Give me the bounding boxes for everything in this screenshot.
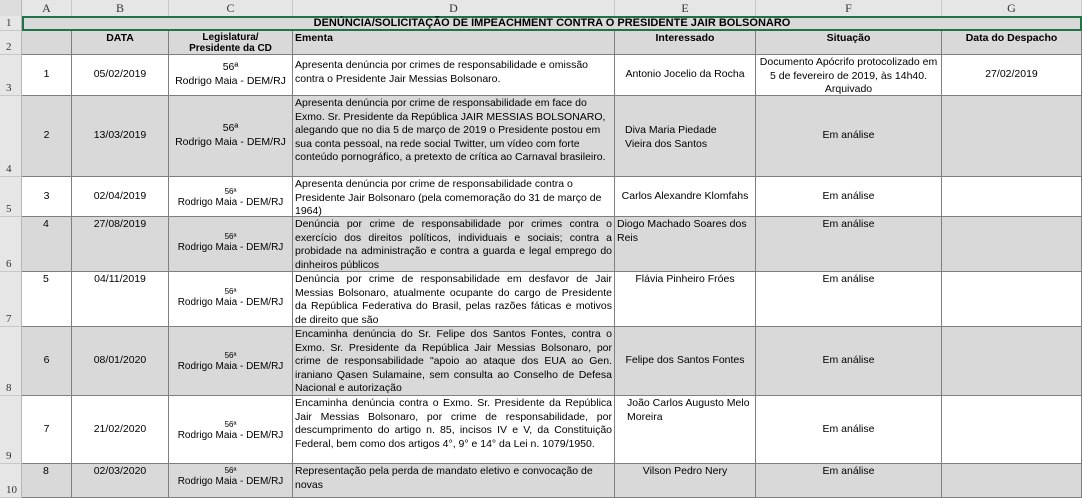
presidente-cd: Rodrigo Maia - DEM/RJ [177,429,284,441]
legislatura-number: 56ª [222,122,239,135]
legislatura-number: 56ª [224,466,237,475]
row-header-1[interactable]: 1 [0,16,22,31]
column-header-b[interactable]: B [72,0,169,16]
row-header-4[interactable]: 4 [0,96,22,177]
table-cell-despacho[interactable] [942,464,1082,498]
table-cell-legislatura[interactable] [169,272,293,327]
header-cell-ementa[interactable]: Ementa [293,31,615,55]
row-header-3[interactable]: 3 [0,55,22,96]
legislatura-number: 56ª [224,351,237,360]
row-header-10[interactable]: 10 [0,464,22,498]
table-cell-legislatura[interactable] [169,464,293,498]
column-header-bar [0,0,1082,17]
table-cell-number[interactable]: 2 [22,96,72,177]
table-cell-interessado[interactable]: Carlos Alexandre Klomfahs [615,177,756,217]
legislatura-number: 56ª [224,287,237,296]
table-cell-number[interactable]: 4 [22,217,72,272]
header-cell-situacao[interactable]: Situação [756,31,942,55]
table-cell-number[interactable]: 5 [22,272,72,327]
table-cell-despacho[interactable] [942,272,1082,327]
table-cell-situacao[interactable]: Em análise [756,327,942,396]
column-header-g[interactable]: G [942,0,1082,16]
table-cell-date[interactable]: 02/04/2019 [72,177,169,217]
table-cell-ementa[interactable]: Denúncia por crime de responsabilidade em desfavor de Jair Messias Bolsonaro, atualmente ocupante do cargo de Presidente da República Federativa do Brasil, pelas razões fáticas e motivos de direito que são [293,272,615,327]
table-cell-situacao[interactable]: Em análise [756,217,942,272]
header-legislatura-line2: Presidente da CD [189,43,272,54]
table-cell-situacao[interactable]: Em análise [756,177,942,217]
table-cell-number[interactable]: 1 [22,55,72,96]
table-cell-situacao[interactable]: Documento Apócrifo protocolizado em 5 de fevereiro de 2019, às 14h40. Arquivado [756,55,942,96]
table-cell-ementa[interactable]: Apresenta denúncia por crime de responsabilidade contra o Presidente Jair Bolsonaro (pela comemoração do 31 de março de 1964) [293,177,615,217]
presidente-cd: Rodrigo Maia - DEM/RJ [177,297,284,308]
table-cell-legislatura[interactable] [169,55,293,96]
table-cell-ementa[interactable]: Denúncia por crime de responsabilidade por crimes contra o exercício dos direitos políticos, individuais e sociais; contra a probidade na administração e contra a guarda e legal emprego do dinheiros públicos [293,217,615,272]
column-header-e[interactable]: E [615,0,756,16]
row-header-7[interactable]: 7 [0,272,22,327]
table-cell-situacao[interactable]: Em análise [756,272,942,327]
header-cell-interessado[interactable]: Interessado [615,31,756,55]
sheet-title-cell[interactable]: DENÚNCIA/SOLICITAÇÃO DE IMPEACHMENT CONTRA O PRESIDENTE JAIR BOLSONARO [22,16,1082,31]
legislatura-number: 56ª [224,419,237,429]
table-cell-legislatura[interactable] [169,396,293,464]
table-cell-date[interactable]: 27/08/2019 [72,217,169,272]
table-cell-interessado[interactable]: Antonio Jocelio da Rocha [615,55,756,96]
table-cell-legislatura[interactable] [169,327,293,396]
table-cell-interessado[interactable]: João Carlos Augusto Melo Moreira [615,396,756,464]
header-cell-despacho[interactable]: Data do Despacho [942,31,1082,55]
table-cell-despacho[interactable] [942,217,1082,272]
table-cell-number[interactable]: 8 [22,464,72,498]
row-header-2[interactable]: 2 [0,31,22,55]
legislatura-number: 56ª [224,186,237,196]
column-header-d[interactable]: D [293,0,615,16]
table-cell-legislatura[interactable] [169,217,293,272]
column-header-a[interactable]: A [22,0,72,16]
table-cell-date[interactable]: 21/02/2020 [72,396,169,464]
table-cell-date[interactable]: 04/11/2019 [72,272,169,327]
table-cell-ementa[interactable]: Apresenta denúncia por crimes de responsabilidade e omissão contra o Presidente Jair Messias Bolsonaro. [293,55,615,96]
column-header-f[interactable]: F [756,0,942,16]
legislatura-number: 56ª [224,232,237,241]
table-cell-despacho[interactable] [942,396,1082,464]
table-cell-legislatura[interactable] [169,177,293,217]
row-header-8[interactable]: 8 [0,327,22,396]
table-cell-interessado[interactable]: Felipe dos Santos Fontes [615,327,756,396]
table-cell-date[interactable]: 02/03/2020 [72,464,169,498]
presidente-cd: Rodrigo Maia - DEM/RJ [177,476,284,487]
table-cell-despacho[interactable] [942,177,1082,217]
header-legislatura-line1: Legislatura/ [202,32,259,43]
table-cell-interessado[interactable]: Vilson Pedro Nery [615,464,756,498]
table-cell-number[interactable]: 6 [22,327,72,396]
header-cell-data[interactable]: DATA [72,31,169,55]
table-cell-ementa[interactable]: Representação pela perda de mandato eletivo e convocação de novas [293,464,615,498]
table-cell-despacho[interactable] [942,96,1082,177]
table-cell-number[interactable]: 7 [22,396,72,464]
header-cell-number[interactable] [22,31,72,55]
header-cell-legislatura[interactable] [169,31,293,55]
table-cell-ementa[interactable]: Apresenta denúncia por crime de responsabilidade em face do Exmo. Sr. Presidente da República JAIR MESSIAS BOLSONARO, alegando que no dia 5 de março de 2019 o Presidente postou em sua conta pessoal, na rede social Twitter, um vídeo com forte conteúdo pornográfico, a pretexto de crítica ao Carnaval brasileiro. [293,96,615,177]
row-header-5[interactable]: 5 [0,177,22,217]
table-cell-despacho[interactable]: 27/02/2019 [942,55,1082,96]
table-cell-interessado[interactable]: Flávia Pinheiro Fróes [615,272,756,327]
table-cell-ementa[interactable]: Encaminha denúncia do Sr. Felipe dos Santos Fontes, contra o Exmo. Sr. Presidente da República Jair Messias Bolsonaro, por crime de responsabilidade "apoio ao ataque dos EUA ao Gen. iraniano Qasen Sulamaine, sem consulta ao Conselho de Defesa Nacional e autorização [293,327,615,396]
table-cell-interessado[interactable]: Diva Maria Piedade Vieira dos Santos [615,96,756,177]
table-cell-date[interactable]: 13/03/2019 [72,96,169,177]
table-cell-date[interactable]: 05/02/2019 [72,55,169,96]
row-header-6[interactable]: 6 [0,217,22,272]
table-cell-ementa[interactable]: Encaminha denúncia contra o Exmo. Sr. Presidente da República Jair Messias Bolsonaro, por crime de responsabilidade, por descumprimento do artigo n. 85, incisos IV e V, da Constituição Federal, bem como dos artigos 4°, 9° e 14° da Lei n. 1079/1950. [293,396,615,464]
column-header-c[interactable]: C [169,0,293,16]
table-cell-date[interactable]: 08/01/2020 [72,327,169,396]
presidente-cd: Rodrigo Maia - DEM/RJ [175,75,286,87]
presidente-cd: Rodrigo Maia - DEM/RJ [177,361,284,372]
presidente-cd: Rodrigo Maia - DEM/RJ [177,196,284,208]
table-cell-situacao[interactable]: Em análise [756,396,942,464]
table-cell-number[interactable]: 3 [22,177,72,217]
select-all-corner[interactable] [0,0,22,16]
legislatura-number: 56ª [222,61,239,74]
table-cell-legislatura[interactable] [169,96,293,177]
table-cell-despacho[interactable] [942,327,1082,396]
presidente-cd: Rodrigo Maia - DEM/RJ [177,242,284,253]
row-header-9[interactable]: 9 [0,396,22,464]
table-cell-interessado[interactable]: Diogo Machado Soares dos Reis [615,217,756,272]
table-cell-situacao[interactable]: Em análise [756,96,942,177]
presidente-cd: Rodrigo Maia - DEM/RJ [175,136,286,148]
table-cell-situacao[interactable]: Em análise [756,464,942,498]
